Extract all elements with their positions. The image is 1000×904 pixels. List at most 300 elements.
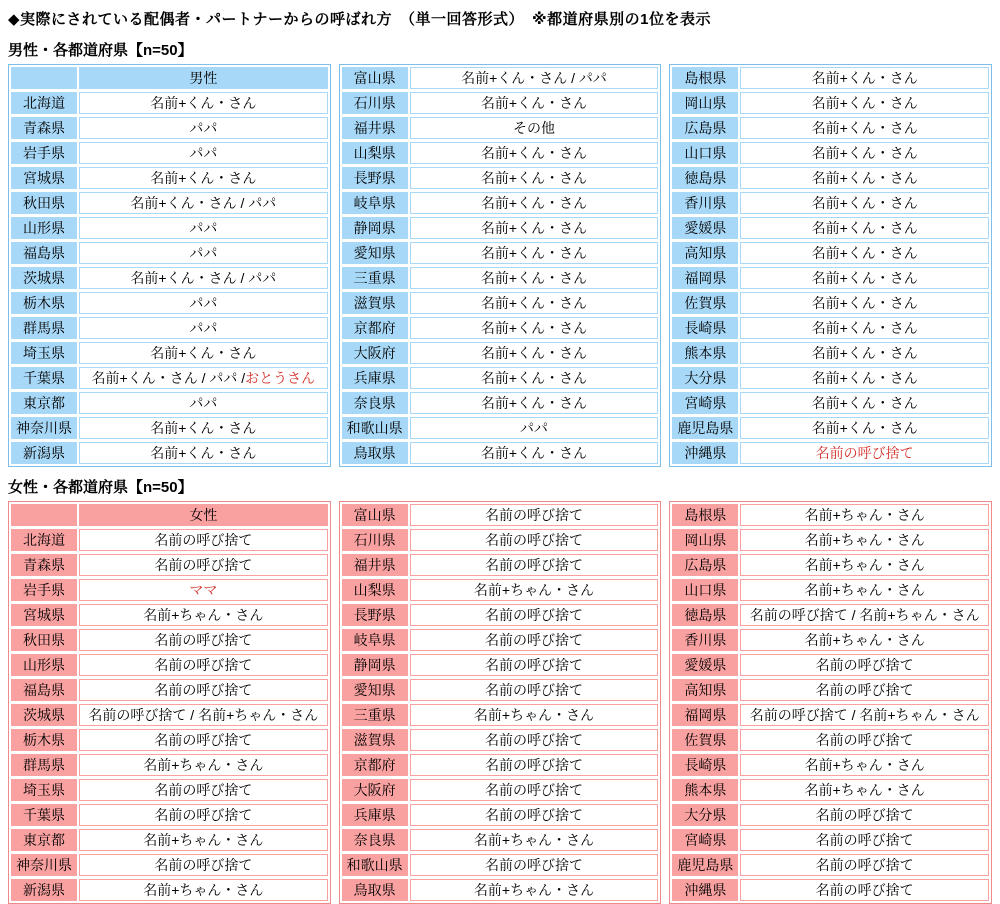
table-row: [11, 804, 328, 826]
table-row: [11, 604, 328, 626]
male-tables-row: [8, 64, 992, 467]
prefecture-cell: 茨城県: [11, 267, 77, 289]
answer-cell: [79, 704, 328, 726]
table-row: [672, 779, 989, 801]
table-row: [11, 442, 328, 464]
answer-cell: [79, 654, 328, 676]
answer-cell: [410, 142, 659, 164]
answer-cell: [410, 829, 659, 851]
prefecture-cell: 香川県: [672, 192, 738, 214]
answer-text: 名前+くん・さん: [811, 195, 918, 211]
answer-cell: [410, 367, 659, 389]
answer-cell: [410, 442, 659, 464]
table-row: [342, 92, 659, 114]
table-row: [342, 317, 659, 339]
answer-text: 名前の呼び捨て: [815, 657, 914, 673]
answer-text: 名前+ちゃん・さん: [473, 882, 595, 898]
answer-cell: [410, 417, 659, 439]
prefecture-cell: 愛媛県: [672, 654, 738, 676]
answer-text: 名前+くん・さん: [811, 145, 918, 161]
prefecture-cell: 長野県: [342, 604, 408, 626]
answer-cell: [740, 779, 989, 801]
prefecture-cell: 岡山県: [672, 92, 738, 114]
answer-cell: [79, 529, 328, 551]
prefecture-cell: 愛知県: [342, 242, 408, 264]
table-row: [11, 779, 328, 801]
answer-cell: [740, 242, 989, 264]
prefecture-cell: 岩手県: [11, 142, 77, 164]
answer-cell: [79, 754, 328, 776]
answer-text: 名前の呼び捨て: [485, 757, 583, 773]
answer-cell: [79, 342, 328, 364]
answer-text: 名前+くん・さん: [150, 95, 257, 111]
table-row: [342, 292, 659, 314]
answer-cell: [410, 267, 659, 289]
answer-cell: [740, 629, 989, 651]
table-row: [11, 392, 328, 414]
answer-text: 名前の呼び捨て: [154, 732, 253, 748]
answer-cell: [410, 217, 659, 239]
answer-cell: [79, 829, 328, 851]
answer-cell: [79, 854, 328, 876]
prefecture-cell: 佐賀県: [672, 729, 738, 751]
answer-text: 名前の呼び捨て: [154, 857, 253, 873]
answer-cell: [410, 779, 659, 801]
answer-cell: [740, 854, 989, 876]
answer-cell: [79, 217, 328, 239]
answer-text-highlight: おとうさん: [245, 370, 316, 386]
table-row: [672, 167, 989, 189]
prefecture-cell: 岩手県: [11, 579, 77, 601]
answer-cell: [740, 92, 989, 114]
table-row: [672, 579, 989, 601]
answer-text: パパ: [189, 320, 218, 336]
answer-text: パパ: [189, 245, 218, 261]
answer-text: 名前+ちゃん・さん: [804, 632, 925, 648]
table-row: [11, 829, 328, 851]
prefecture-cell: 山梨県: [342, 142, 408, 164]
prefecture-cell: 青森県: [11, 117, 77, 139]
answer-cell: [79, 392, 328, 414]
prefecture-cell: 秋田県: [11, 629, 77, 651]
table-row: [342, 442, 659, 464]
answer-cell: [410, 342, 659, 364]
prefecture-cell: 石川県: [342, 529, 408, 551]
answer-cell: [410, 804, 659, 826]
answer-text: 名前+くん・さん: [811, 270, 918, 286]
answer-text: 名前+くん・さん: [150, 170, 257, 186]
answer-text: 名前+くん・さん: [480, 295, 588, 311]
table-row: [342, 629, 659, 651]
answer-text: 名前+くん・さん: [150, 345, 257, 361]
table-row: [672, 317, 989, 339]
prefecture-cell: 石川県: [342, 92, 408, 114]
prefecture-cell: 鹿児島県: [672, 854, 738, 876]
table-row: [672, 754, 989, 776]
prefecture-cell: 三重県: [342, 704, 408, 726]
table-row: [342, 192, 659, 214]
prefecture-cell: 長崎県: [672, 317, 738, 339]
table-row: [11, 242, 328, 264]
table-row: [11, 654, 328, 676]
answer-cell: [740, 392, 989, 414]
prefecture-cell: 愛知県: [342, 679, 408, 701]
answer-text: 名前+ちゃん・さん: [804, 757, 925, 773]
answer-text: パパ: [189, 295, 218, 311]
table-row: [672, 879, 989, 901]
answer-cell: [410, 317, 659, 339]
prefecture-cell: 千葉県: [11, 804, 77, 826]
table-row: [342, 854, 659, 876]
prefecture-cell: 京都府: [342, 754, 408, 776]
answer-text: 名前の呼び捨て: [485, 532, 583, 548]
answer-text: 名前+ちゃん・さん: [473, 707, 595, 723]
prefecture-cell: 神奈川県: [11, 854, 77, 876]
answer-text: 名前+くん・さん: [811, 395, 918, 411]
table-row: [11, 317, 328, 339]
table-row: [342, 704, 659, 726]
table-row: [672, 292, 989, 314]
answer-cell: [410, 117, 659, 139]
prefecture-cell: 佐賀県: [672, 292, 738, 314]
answer-text: パパ: [189, 395, 218, 411]
table-row: [342, 554, 659, 576]
answer-cell: [740, 679, 989, 701]
female-tables-row: [8, 501, 992, 904]
table-row: [342, 654, 659, 676]
answer-cell: [410, 554, 659, 576]
answer-cell: [410, 392, 659, 414]
prefecture-cell: 静岡県: [342, 217, 408, 239]
answer-text: 名前+ちゃん・さん: [804, 582, 925, 598]
male-section-title: 男性・各都道府県【n=50】: [8, 42, 193, 59]
answer-text: 名前の呼び捨て: [485, 507, 583, 523]
answer-cell: [79, 442, 328, 464]
table-row: [11, 629, 328, 651]
table-row: [672, 604, 989, 626]
answer-text: 名前+くん・さん: [811, 295, 918, 311]
prefecture-cell: 和歌山県: [342, 417, 408, 439]
table-row: [11, 117, 328, 139]
answer-cell: [740, 554, 989, 576]
answer-cell: [740, 729, 989, 751]
table-row: [11, 192, 328, 214]
prefecture-cell: 熊本県: [672, 342, 738, 364]
answer-text-highlight: 名前の呼び捨て: [815, 445, 914, 461]
gender-header-cell: 女性: [79, 504, 328, 526]
page-title: ◆実際にされている配偶者・パートナーからの呼ばれ方 （単一回答形式） ※都道府県別の1位を表示: [8, 11, 711, 28]
prefecture-cell: 大分県: [672, 367, 738, 389]
answer-cell: [740, 829, 989, 851]
answer-text: パパ: [189, 220, 218, 236]
answer-cell: [740, 267, 989, 289]
table-row: [11, 292, 328, 314]
prefecture-cell: 栃木県: [11, 292, 77, 314]
answer-cell: [410, 504, 659, 526]
prefecture-cell: 沖縄県: [672, 879, 738, 901]
table-row: [11, 417, 328, 439]
answer-text: 名前+くん・さん: [811, 420, 918, 436]
answer-cell: [740, 879, 989, 901]
answer-cell: [79, 367, 328, 389]
prefecture-cell: 山形県: [11, 654, 77, 676]
table-row: [672, 367, 989, 389]
section-male: [8, 39, 992, 467]
answer-text: 名前+ちゃん・さん: [804, 557, 925, 573]
table-row: [672, 92, 989, 114]
answer-cell: [740, 167, 989, 189]
table-row: [11, 167, 328, 189]
prefecture-cell: 福島県: [11, 679, 77, 701]
table-row: [342, 679, 659, 701]
answer-cell: [740, 504, 989, 526]
answer-text: 名前+くん・さん: [480, 220, 588, 236]
answer-text: 名前+くん・さん: [811, 245, 918, 261]
answer-text: 名前の呼び捨て: [485, 632, 583, 648]
answer-text: 名前+ちゃん・さん: [143, 882, 264, 898]
table-row: [342, 392, 659, 414]
answer-text: 名前+ちゃん・さん: [473, 582, 595, 598]
answer-text: 名前+くん・さん: [480, 370, 588, 386]
answer-cell: [740, 117, 989, 139]
answer-text: 名前+ちゃん・さん: [473, 832, 595, 848]
table-row: [11, 879, 328, 901]
prefecture-cell: 茨城県: [11, 704, 77, 726]
answer-text: パパ: [189, 145, 218, 161]
answer-cell: [79, 267, 328, 289]
answer-text: 名前の呼び捨て: [815, 832, 914, 848]
table-row: [672, 192, 989, 214]
prefecture-cell: 東京都: [11, 829, 77, 851]
answer-text: 名前の呼び捨て: [154, 682, 253, 698]
prefecture-cell: 岡山県: [672, 529, 738, 551]
prefecture-cell: 静岡県: [342, 654, 408, 676]
answer-text: 名前+ちゃん・さん: [804, 532, 925, 548]
answer-cell: [740, 529, 989, 551]
answer-cell: [740, 367, 989, 389]
table-row: [11, 679, 328, 701]
prefecture-cell: 徳島県: [672, 604, 738, 626]
answer-text: 名前の呼び捨て: [815, 807, 914, 823]
answer-cell: [740, 317, 989, 339]
prefecture-cell: 東京都: [11, 392, 77, 414]
answer-cell: [740, 192, 989, 214]
answer-text: 名前の呼び捨て / 名前+ちゃん・さん: [749, 607, 980, 623]
table-row: [672, 629, 989, 651]
answer-text: 名前の呼び捨て: [815, 732, 914, 748]
answer-text: 名前+ちゃん・さん: [143, 832, 264, 848]
table-row: [672, 729, 989, 751]
prefecture-cell: 鳥取県: [342, 442, 408, 464]
prefecture-cell: 和歌山県: [342, 854, 408, 876]
table-row: [672, 67, 989, 89]
answer-cell: [79, 417, 328, 439]
answer-text: 名前の呼び捨て: [485, 807, 583, 823]
answer-cell: [410, 879, 659, 901]
prefecture-cell: 島根県: [672, 67, 738, 89]
answer-text: 名前+くん・さん: [480, 345, 588, 361]
prefecture-cell: 広島県: [672, 554, 738, 576]
answer-text: 名前の呼び捨て: [485, 732, 583, 748]
prefecture-cell: 神奈川県: [11, 417, 77, 439]
table-row: [342, 879, 659, 901]
table-row: [672, 804, 989, 826]
section-female: [8, 476, 992, 904]
answer-cell: [79, 554, 328, 576]
prefecture-cell: 埼玉県: [11, 342, 77, 364]
answer-text: 名前の呼び捨て: [485, 857, 583, 873]
answer-cell: [410, 729, 659, 751]
answer-text: 名前+くん・さん / パパ: [130, 270, 277, 286]
table-row: [11, 217, 328, 239]
table-row: [672, 142, 989, 164]
prefecture-cell: 鹿児島県: [672, 417, 738, 439]
male-prefecture-table: [669, 64, 992, 467]
answer-cell: [410, 529, 659, 551]
answer-text: 名前+くん・さん: [150, 420, 257, 436]
answer-cell: [740, 217, 989, 239]
table-row: [342, 804, 659, 826]
answer-cell: [79, 167, 328, 189]
answer-cell: [79, 629, 328, 651]
answer-text: 名前の呼び捨て: [815, 682, 914, 698]
answer-text: 名前+くん・さん: [811, 370, 918, 386]
table-row: [672, 392, 989, 414]
table-row: [342, 342, 659, 364]
prefecture-cell: 三重県: [342, 267, 408, 289]
table-row: [11, 729, 328, 751]
answer-cell: [79, 679, 328, 701]
table-row: [342, 779, 659, 801]
table-row: [342, 242, 659, 264]
answer-cell: [410, 579, 659, 601]
answer-text: 名前の呼び捨て: [485, 782, 583, 798]
answer-text: 名前+くん・さん / パパ: [461, 70, 607, 86]
prefecture-cell: 富山県: [342, 504, 408, 526]
answer-cell: [740, 67, 989, 89]
table-row: [672, 654, 989, 676]
answer-cell: [410, 242, 659, 264]
prefecture-cell: 青森県: [11, 554, 77, 576]
answer-text: 名前+ちゃん・さん: [804, 507, 925, 523]
answer-cell: [740, 292, 989, 314]
answer-cell: [79, 117, 328, 139]
answer-cell: [740, 704, 989, 726]
male-prefecture-table: [8, 64, 331, 467]
answer-cell: [79, 92, 328, 114]
header-row: [11, 67, 328, 89]
prefecture-cell: 大阪府: [342, 342, 408, 364]
table-row: [11, 854, 328, 876]
table-row: [672, 342, 989, 364]
table-row: [672, 829, 989, 851]
answer-text: 名前+くん・さん: [811, 70, 918, 86]
answer-text: 名前の呼び捨て: [154, 557, 253, 573]
table-row: [342, 504, 659, 526]
answer-text: パパ: [520, 420, 548, 436]
prefecture-cell: 長野県: [342, 167, 408, 189]
prefecture-cell: 奈良県: [342, 829, 408, 851]
answer-cell: [740, 754, 989, 776]
table-row: [11, 92, 328, 114]
answer-text: 名前の呼び捨て: [154, 807, 253, 823]
answer-text: 名前の呼び捨て: [154, 532, 253, 548]
prefecture-cell: 福井県: [342, 554, 408, 576]
prefecture-cell: 北海道: [11, 529, 77, 551]
answer-text: 名前の呼び捨て: [815, 882, 914, 898]
prefecture-cell: 福島県: [11, 242, 77, 264]
answer-text-highlight: ママ: [189, 582, 218, 598]
table-row: [11, 554, 328, 576]
answer-cell: [740, 654, 989, 676]
table-row: [342, 117, 659, 139]
answer-cell: [410, 92, 659, 114]
answer-cell: [410, 604, 659, 626]
answer-cell: [79, 729, 328, 751]
prefecture-cell: 愛媛県: [672, 217, 738, 239]
answer-text: 名前+くん・さん: [150, 445, 257, 461]
prefecture-cell: 新潟県: [11, 442, 77, 464]
table-row: [672, 529, 989, 551]
table-row: [342, 267, 659, 289]
answer-cell: [79, 192, 328, 214]
prefecture-cell: 宮城県: [11, 167, 77, 189]
table-row: [672, 679, 989, 701]
answer-cell: [410, 754, 659, 776]
prefecture-cell: 埼玉県: [11, 779, 77, 801]
answer-text: 名前の呼び捨て: [485, 557, 583, 573]
answer-text: 名前+ちゃん・さん: [143, 607, 264, 623]
answer-text: 名前+くん・さん: [811, 95, 918, 111]
prefecture-cell: 福岡県: [672, 267, 738, 289]
prefecture-cell: 島根県: [672, 504, 738, 526]
prefecture-cell: 岐阜県: [342, 192, 408, 214]
answer-text: 名前の呼び捨て: [485, 607, 583, 623]
answer-text: 名前+ちゃん・さん: [143, 757, 264, 773]
prefecture-cell: 徳島県: [672, 167, 738, 189]
prefecture-cell: 福井県: [342, 117, 408, 139]
gender-header-cell: 男性: [79, 67, 328, 89]
table-row: [342, 367, 659, 389]
answer-text: 名前の呼び捨て: [485, 682, 583, 698]
answer-cell: [410, 654, 659, 676]
prefecture-cell: 香川県: [672, 629, 738, 651]
prefecture-cell: 沖縄県: [672, 442, 738, 464]
answer-text: 名前+くん・さん: [480, 395, 588, 411]
prefecture-cell: 大阪府: [342, 779, 408, 801]
answer-text: 名前の呼び捨て / 名前+ちゃん・さん: [88, 707, 319, 723]
table-row: [342, 142, 659, 164]
prefecture-cell: 滋賀県: [342, 292, 408, 314]
answer-text: 名前+くん・さん: [480, 145, 588, 161]
answer-cell: [410, 854, 659, 876]
female-prefecture-table: [339, 501, 662, 904]
header-corner-cell: [11, 67, 77, 89]
table-row: [11, 342, 328, 364]
female-section-title: 女性・各都道府県【n=50】: [8, 479, 193, 496]
prefecture-cell: 大分県: [672, 804, 738, 826]
answer-cell: [79, 242, 328, 264]
prefecture-cell: 北海道: [11, 92, 77, 114]
male-prefecture-table: [339, 64, 662, 467]
answer-text: 名前+くん・さん: [811, 120, 918, 136]
table-row: [342, 579, 659, 601]
answer-cell: [410, 292, 659, 314]
table-row: [11, 579, 328, 601]
prefecture-cell: 宮崎県: [672, 829, 738, 851]
prefecture-cell: 宮城県: [11, 604, 77, 626]
table-row: [11, 754, 328, 776]
